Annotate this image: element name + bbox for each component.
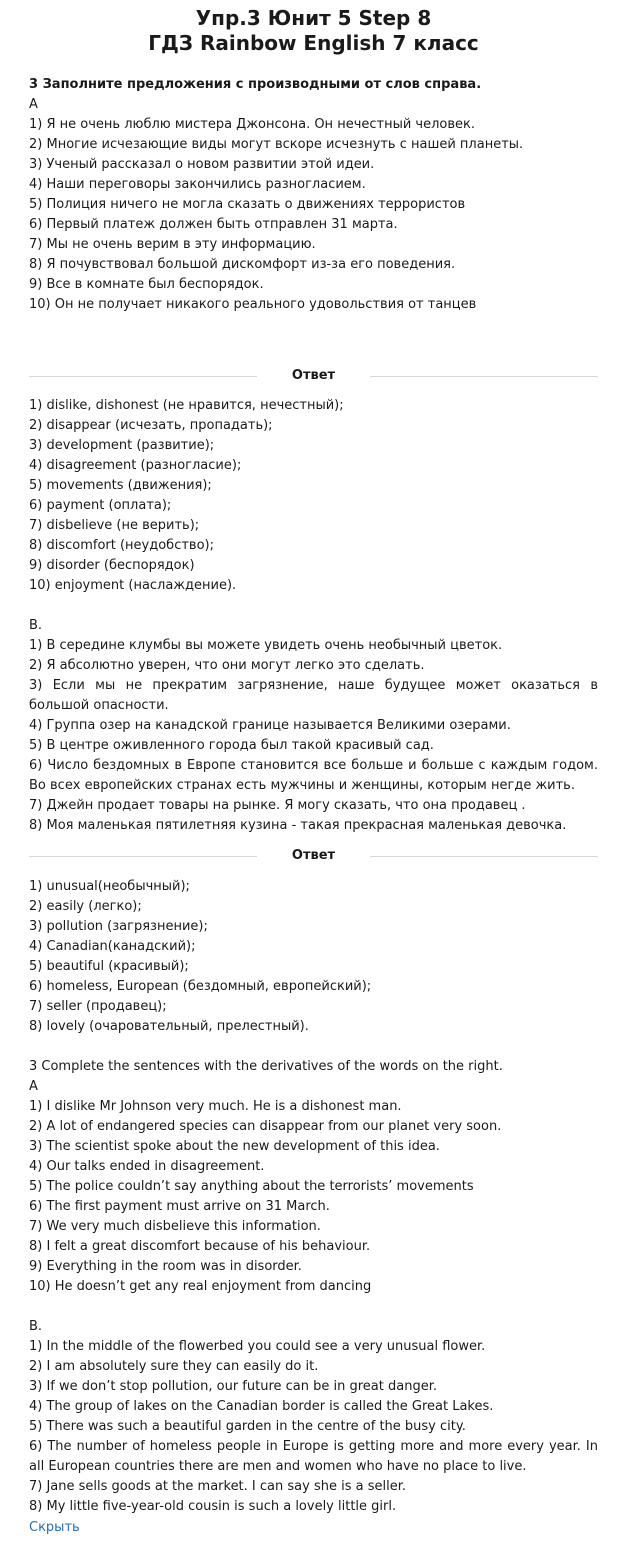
en-a-item: 1) I dislike Mr Johnson very much. He is a dishonest man. — [29, 1099, 402, 1114]
answer-a-item: 8) discomfort (неудобство); — [29, 538, 214, 553]
ru-a-item: 9) Все в комнате был беспорядок. — [29, 277, 264, 292]
answer-a-item: 2) disappear (исчезать, пропадать); — [29, 418, 273, 433]
ru-a-item: 4) Наши переговоры закончились разногласием. — [29, 177, 366, 192]
answer-label: Ответ — [291, 848, 336, 863]
en-b-item: 5) There was such a beautiful garden in the centre of the busy city. — [29, 1419, 466, 1434]
ru-b-item: 8) Моя маленькая пятилетняя кузина - такая прекрасная маленькая девочка. — [29, 818, 567, 833]
en-a-item: 4) Our talks ended in disagreement. — [29, 1159, 265, 1174]
answer-separator — [29, 846, 598, 866]
answer-b-item: 5) beautiful (красивый); — [29, 959, 189, 974]
divider — [370, 376, 598, 377]
ru-b-item: 4) Группа озер на канадской границе называется Великими озерами. — [29, 718, 511, 733]
en-a-item: 8) I felt a great discomfort because of his behaviour. — [29, 1239, 371, 1254]
hide-link[interactable]: Скрыть — [29, 1520, 80, 1535]
ru-a-item: 6) Первый платеж должен быть отправлен 31 марта. — [29, 217, 398, 232]
ru-b-label: В. — [29, 618, 43, 633]
title-line-1: Упр.3 Юнит 5 Step 8 — [195, 6, 432, 30]
answer-a-item: 6) payment (оплата); — [29, 498, 172, 513]
ru-b-item: 2) Я абсолютно уверен, что они могут легко это сделать. — [29, 658, 425, 673]
en-b-item: 7) Jane sells goods at the market. I can say she is a seller. — [29, 1479, 406, 1494]
ru-b-item: 7) Джейн продает товары на рынке. Я могу сказать, что она продавец . — [29, 798, 526, 813]
answer-a-item: 10) enjoyment (наслаждение). — [29, 578, 237, 593]
ru-a-item: 7) Мы не очень верим в эту информацию. — [29, 237, 316, 252]
title-line-2: ГДЗ Rainbow English 7 класс — [148, 31, 479, 55]
en-b-item: 6) The number of homeless people in Europe is getting more and more every year. In all European countries there are men and women who have no place to live. — [29, 1439, 598, 1474]
en-task-heading: 3 Complete the sentences with the derivatives of the words on the right. — [29, 1059, 503, 1074]
en-b-item: 8) My little five-year-old cousin is such a lovely little girl. — [29, 1499, 397, 1514]
en-a-item: 5) The police couldn’t say anything about the terrorists’ movements — [29, 1179, 474, 1194]
answer-a-item: 1) dislike, dishonest (не нравится, нечестный); — [29, 398, 344, 413]
en-b-item: 4) The group of lakes on the Canadian border is called the Great Lakes. — [29, 1399, 494, 1414]
answer-a-item: 9) disorder (беспорядок) — [29, 558, 195, 573]
answer-a-item: 5) movements (движения); — [29, 478, 212, 493]
ru-a-item: 1) Я не очень люблю мистера Джонсона. Он нечестный человек. — [29, 117, 476, 132]
ru-a-item: 10) Он не получает никакого реального удовольствия от танцев — [29, 297, 477, 312]
ru-a-item: 2) Многие исчезающие виды могут вскоре исчезнуть с нашей планеты. — [29, 137, 524, 152]
answer-a-item: 7) disbelieve (не верить); — [29, 518, 200, 533]
ru-a-label: А — [29, 97, 38, 112]
answer-b-item: 4) Canadian(канадский); — [29, 939, 196, 954]
ru-b-item: 5) В центре оживленного города был такой красивый сад. — [29, 738, 434, 753]
ru-b-item: 1) В середине клумбы вы можете увидеть очень необычный цветок. — [29, 638, 503, 653]
ru-a-item: 8) Я почувствовал большой дискомфорт из-за его поведения. — [29, 257, 456, 272]
answer-a-item: 4) disagreement (разногласие); — [29, 458, 242, 473]
en-a-item: 2) A lot of endangered species can disappear from our planet very soon. — [29, 1119, 502, 1134]
en-b-item: 2) I am absolutely sure they can easily do it. — [29, 1359, 319, 1374]
ru-a-item: 5) Полиция ничего не могла сказать о движениях террористов — [29, 197, 466, 212]
en-a-item: 6) The first payment must arrive on 31 March. — [29, 1199, 330, 1214]
answer-b-item: 6) homeless, European (бездомный, европейский); — [29, 979, 372, 994]
answer-b-item: 1) unusual(необычный); — [29, 879, 190, 894]
ru-b-item: 3) Если мы не прекратим загрязнение, наше будущее может оказаться в большой опасности. — [29, 678, 598, 713]
en-b-item: 3) If we don’t stop pollution, our future can be in great danger. — [29, 1379, 437, 1394]
ru-task-heading: 3 Заполните предложения с производными от слов справа. — [29, 77, 482, 92]
ru-a-item: 3) Ученый рассказал о новом развитии этой идеи. — [29, 157, 375, 172]
answer-a-item: 3) development (развитие); — [29, 438, 215, 453]
en-b-label: B. — [29, 1319, 43, 1334]
en-a-item: 3) The scientist spoke about the new development of this idea. — [29, 1139, 440, 1154]
answer-b-item: 2) easily (легко); — [29, 899, 142, 914]
en-a-item: 7) We very much disbelieve this information. — [29, 1219, 321, 1234]
divider — [370, 856, 598, 857]
en-a-label: A — [29, 1079, 38, 1094]
answer-b-item: 7) seller (продавец); — [29, 999, 167, 1014]
en-a-item: 9) Everything in the room was in disorder. — [29, 1259, 302, 1274]
answer-separator — [29, 366, 598, 386]
ru-b-item: 6) Число бездомных в Европе становится все больше и больше с каждым годом. Во всех европейских странах есть мужчины и женщины, которым негде жить. — [29, 758, 598, 793]
answer-b-item: 8) lovely (очаровательный, прелестный). — [29, 1019, 309, 1034]
en-b-item: 1) In the middle of the flowerbed you could see a very unusual flower. — [29, 1339, 486, 1354]
answer-label: Ответ — [291, 368, 336, 383]
en-a-item: 10) He doesn’t get any real enjoyment from dancing — [29, 1279, 372, 1294]
answer-b-item: 3) pollution (загрязнение); — [29, 919, 208, 934]
